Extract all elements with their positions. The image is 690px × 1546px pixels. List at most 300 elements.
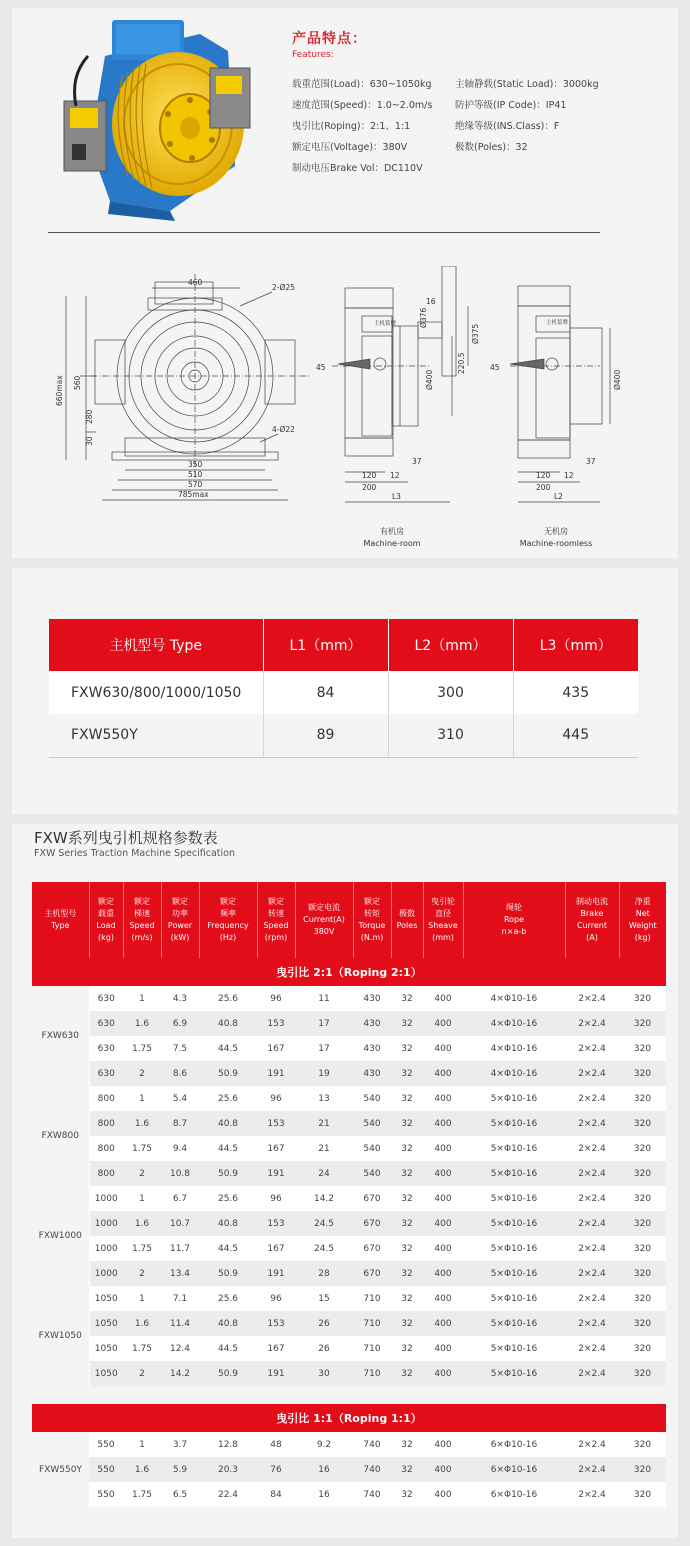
features-panel <box>12 8 678 558</box>
spec-cell: 8.6 <box>161 1061 199 1086</box>
feature-ins-class: 绝缘等级(INS.Class)：F <box>455 121 560 132</box>
table-row <box>32 1311 666 1336</box>
dim-570: 570 <box>188 480 203 489</box>
caption-machine-roomless-cn: 无机房 <box>544 527 568 536</box>
spec-header-cell: 净重 Net Weight (kg) <box>619 882 666 958</box>
spec-cell: 5×Φ10-16 <box>463 1336 565 1361</box>
spec-cell: 30 <box>295 1361 353 1386</box>
spec-cell: 7.5 <box>161 1036 199 1061</box>
table-row <box>49 671 638 714</box>
spec-cell: 670 <box>353 1211 391 1236</box>
spec-cell: 630 <box>89 1011 123 1036</box>
spec-cell: 28 <box>295 1261 353 1286</box>
spec-cell: 1.75 <box>123 1482 161 1507</box>
spec-cell: 6.7 <box>161 1186 199 1211</box>
feature-voltage: 额定电压(Voltage)：380V <box>292 142 408 153</box>
spec-cell: 1.75 <box>123 1236 161 1261</box>
spec-cell: 400 <box>423 1136 463 1161</box>
table-row <box>32 1136 666 1161</box>
table-row <box>32 1036 666 1061</box>
spec-cell: 400 <box>423 1061 463 1086</box>
caption-machine-roomless-en: Machine-roomless <box>519 539 593 548</box>
spec-cell: 153 <box>257 1111 295 1136</box>
spec-cell: 16 <box>295 1482 353 1507</box>
spec-cell: 32 <box>391 1061 423 1086</box>
spec-cell: 5.4 <box>161 1086 199 1111</box>
spec-cell: 710 <box>353 1311 391 1336</box>
spec-cell: 25.6 <box>199 1186 257 1211</box>
spec-cell: 50.9 <box>199 1261 257 1286</box>
spec-cell: 670 <box>353 1236 391 1261</box>
spec-cell: 40.8 <box>199 1211 257 1236</box>
spec-cell: 44.5 <box>199 1136 257 1161</box>
spec-cell: 800 <box>89 1136 123 1161</box>
spec-cell: 5×Φ10-16 <box>463 1211 565 1236</box>
spec-cell: 400 <box>423 1336 463 1361</box>
dim-120-2: 120 <box>536 471 551 480</box>
spec-cell: 1050 <box>89 1361 123 1386</box>
spec-cell: 13 <box>295 1086 353 1111</box>
roping-section-label: 曳引比 2:1（Roping 2:1） <box>32 958 666 986</box>
spec-cell: 15 <box>295 1286 353 1311</box>
spec-cell: 32 <box>391 1286 423 1311</box>
dim-200-2: 200 <box>536 483 551 492</box>
spec-cell: 32 <box>391 1186 423 1211</box>
spec-cell: 32 <box>391 1236 423 1261</box>
spec-cell: 191 <box>257 1261 295 1286</box>
spec-cell: 2×2.4 <box>565 1432 619 1457</box>
spec-cell: 19 <box>295 1061 353 1086</box>
spec-cell: 32 <box>391 986 423 1011</box>
dim-d376: Ø376 <box>419 307 428 328</box>
spec-cell: 320 <box>619 1161 666 1186</box>
feature-static-load: 主轴静载(Static Load)：3000kg <box>455 79 599 90</box>
spec-cell: 32 <box>391 1161 423 1186</box>
spec-cell: 20.3 <box>199 1457 257 1482</box>
spec-cell: 1000 <box>89 1186 123 1211</box>
spec-cell: 1000 <box>89 1211 123 1236</box>
spec-cell: 320 <box>619 1286 666 1311</box>
spec-cell: 4×Φ10-16 <box>463 986 565 1011</box>
spec-cell: 320 <box>619 1361 666 1386</box>
spec-cell: 17 <box>295 1011 353 1036</box>
nameplate-label-2: 主机铭牌 <box>546 320 569 326</box>
spec-cell: 2×2.4 <box>565 1161 619 1186</box>
spec-header-cell: 额定 梯速 Speed (m/s) <box>123 882 161 958</box>
table-row <box>32 1061 666 1086</box>
spec-cell: 400 <box>423 1261 463 1286</box>
spec-cell: 32 <box>391 1311 423 1336</box>
spec-cell: 430 <box>353 1061 391 1086</box>
spec-cell: 1 <box>123 1086 161 1111</box>
spec-cell: 1.6 <box>123 1111 161 1136</box>
spec-cell: 44.5 <box>199 1036 257 1061</box>
spec-cell: 550 <box>89 1457 123 1482</box>
dim-d400-1: Ø400 <box>425 369 434 390</box>
spec-cell: 5×Φ10-16 <box>463 1236 565 1261</box>
spec-cell: 4×Φ10-16 <box>463 1061 565 1086</box>
spec-cell: 320 <box>619 1432 666 1457</box>
spec-cell: 26 <box>295 1311 353 1336</box>
type-length-panel <box>12 568 678 814</box>
spec-cell: 400 <box>423 1236 463 1261</box>
spec-cell: 21 <box>295 1111 353 1136</box>
spec-cell: 9.4 <box>161 1136 199 1161</box>
spec-header-cell: 额定 载重 Load (kg) <box>89 882 123 958</box>
spec-cell: 2×2.4 <box>565 1186 619 1211</box>
dim-660max: 660max <box>55 375 64 406</box>
dim-d400-2: Ø400 <box>613 369 622 390</box>
dim-200-1: 200 <box>362 483 377 492</box>
spec-cell: 5×Φ10-16 <box>463 1161 565 1186</box>
l3-cell: 435 <box>513 671 638 714</box>
dim-37-2: 37 <box>586 457 596 466</box>
caption-machine-room-cn: 有机房 <box>380 527 404 536</box>
spec-cell: 1 <box>123 1432 161 1457</box>
header-l2: L2（mm） <box>388 619 513 671</box>
spec-cell: 1.75 <box>123 1036 161 1061</box>
spec-cell: 6.9 <box>161 1011 199 1036</box>
table-row <box>32 1432 666 1457</box>
spec-cell: 26 <box>295 1336 353 1361</box>
dim-2-d25: 2-Ø25 <box>272 283 295 292</box>
dim-460: 460 <box>188 278 203 287</box>
type-cell: FXW550Y <box>49 714 263 757</box>
spec-cell: 25.6 <box>199 986 257 1011</box>
spec-cell: 400 <box>423 1011 463 1036</box>
spec-cell: 32 <box>391 1136 423 1161</box>
spec-cell: 8.7 <box>161 1111 199 1136</box>
spec-cell: 740 <box>353 1482 391 1507</box>
spec-cell: 5×Φ10-16 <box>463 1136 565 1161</box>
spec-header-cell: 主机型号 Type <box>32 882 89 958</box>
spec-cell: 5×Φ10-16 <box>463 1086 565 1111</box>
spec-cell: 1050 <box>89 1286 123 1311</box>
spec-cell: 32 <box>391 1432 423 1457</box>
spec-cell: 430 <box>353 1036 391 1061</box>
type-length-table <box>49 619 638 758</box>
spec-header-cell: 额定 转矩 Torque (N.m) <box>353 882 391 958</box>
spec-cell: 32 <box>391 1361 423 1386</box>
spec-cell: 1.6 <box>123 1457 161 1482</box>
spec-cell: 1.75 <box>123 1336 161 1361</box>
feature-load: 载重范围(Load)：630~1050kg <box>292 79 432 90</box>
spec-cell: 1050 <box>89 1311 123 1336</box>
dim-510: 510 <box>188 470 203 479</box>
spec-cell: 153 <box>257 1211 295 1236</box>
spec-cell: 50.9 <box>199 1361 257 1386</box>
spec-cell: 84 <box>257 1482 295 1507</box>
spec-cell: 16 <box>295 1457 353 1482</box>
table-row <box>32 1186 666 1211</box>
spec-cell: 96 <box>257 1186 295 1211</box>
spec-header-cell: 制动电流 Brake Current (A) <box>565 882 619 958</box>
spec-cell: 2×2.4 <box>565 1482 619 1507</box>
roping-section-header <box>32 1404 666 1432</box>
spec-cell: 800 <box>89 1086 123 1111</box>
spec-cell: 2×2.4 <box>565 1061 619 1086</box>
spec-cell: 40.8 <box>199 1111 257 1136</box>
table-row <box>32 1011 666 1036</box>
spec-cell: 2 <box>123 1161 161 1186</box>
spec-cell: 400 <box>423 1161 463 1186</box>
spec-cell: 5×Φ10-16 <box>463 1361 565 1386</box>
dim-560: 560 <box>73 375 82 390</box>
spec-cell: 40.8 <box>199 1311 257 1336</box>
spec-cell: 50.9 <box>199 1061 257 1086</box>
spec-cell: 11.4 <box>161 1311 199 1336</box>
spec-cell: 320 <box>619 1086 666 1111</box>
spec-cell: 1000 <box>89 1261 123 1286</box>
spec-cell: 14.2 <box>295 1186 353 1211</box>
spec-cell: 10.7 <box>161 1211 199 1236</box>
spec-cell: 13.4 <box>161 1261 199 1286</box>
spec-cell: 4.3 <box>161 986 199 1011</box>
spec-cell: 320 <box>619 1236 666 1261</box>
spec-header-cell: 曳引轮 直径 Sheave (mm) <box>423 882 463 958</box>
spec-cell: 320 <box>619 1336 666 1361</box>
spec-cell: 1 <box>123 1286 161 1311</box>
spec-cell: 400 <box>423 986 463 1011</box>
spec-header-cell: 额定 转速 Speed (rpm) <box>257 882 295 958</box>
table-row <box>32 1361 666 1386</box>
features-right-list <box>455 76 599 160</box>
spec-cell: 5×Φ10-16 <box>463 1311 565 1336</box>
spec-cell: 2×2.4 <box>565 1311 619 1336</box>
spec-header-cell: 额定 频率 Frequency (Hz) <box>199 882 257 958</box>
model-cell: FXW1050 <box>32 1286 89 1386</box>
spec-cell: 191 <box>257 1061 295 1086</box>
spec-cell: 4×Φ10-16 <box>463 1036 565 1061</box>
spec-cell: 32 <box>391 1036 423 1061</box>
spec-cell: 430 <box>353 1011 391 1036</box>
l3-cell: 445 <box>513 714 638 757</box>
spec-cell: 2×2.4 <box>565 1211 619 1236</box>
spec-cell: 6×Φ10-16 <box>463 1457 565 1482</box>
divider <box>48 232 600 233</box>
model-cell: FXW1000 <box>32 1186 89 1286</box>
spec-cell: 167 <box>257 1136 295 1161</box>
spec-cell: 96 <box>257 986 295 1011</box>
spec-cell: 630 <box>89 1061 123 1086</box>
spec-cell: 191 <box>257 1361 295 1386</box>
spec-cell: 2 <box>123 1061 161 1086</box>
spec-cell: 320 <box>619 1061 666 1086</box>
spec-cell: 2×2.4 <box>565 1236 619 1261</box>
spec-cell: 96 <box>257 1286 295 1311</box>
spec-cell: 800 <box>89 1111 123 1136</box>
spec-cell: 14.2 <box>161 1361 199 1386</box>
spec-header-cell: 极数 Poles <box>391 882 423 958</box>
caption-machine-room-en: Machine-room <box>363 539 421 548</box>
spec-cell: 800 <box>89 1161 123 1186</box>
spec-cell: 320 <box>619 1036 666 1061</box>
table-row <box>32 1336 666 1361</box>
spec-cell: 1 <box>123 1186 161 1211</box>
spec-cell: 320 <box>619 1482 666 1507</box>
spec-cell: 32 <box>391 1336 423 1361</box>
spec-cell: 2×2.4 <box>565 1036 619 1061</box>
model-cell: FXW550Y <box>32 1432 89 1507</box>
spec-cell: 400 <box>423 1482 463 1507</box>
spec-cell: 76 <box>257 1457 295 1482</box>
table-row <box>49 714 638 757</box>
dim-120-1: 120 <box>362 471 377 480</box>
spec-cell: 2×2.4 <box>565 1011 619 1036</box>
spec-cell: 153 <box>257 1011 295 1036</box>
spec-cell: 32 <box>391 1011 423 1036</box>
spec-cell: 6.5 <box>161 1482 199 1507</box>
spec-panel-roping-1-1 <box>12 1396 678 1538</box>
spec-cell: 10.8 <box>161 1161 199 1186</box>
feature-roping: 曳引比(Roping)：2:1、1:1 <box>292 121 411 132</box>
type-cell: FXW630/800/1000/1050 <box>49 671 263 714</box>
spec-cell: 320 <box>619 1186 666 1211</box>
spec-cell: 5×Φ10-16 <box>463 1111 565 1136</box>
spec-cell: 670 <box>353 1186 391 1211</box>
spec-cell: 1000 <box>89 1236 123 1261</box>
table-row <box>32 1482 666 1507</box>
spec-cell: 320 <box>619 1457 666 1482</box>
roping-section-label: 曳引比 1:1（Roping 1:1） <box>32 1404 666 1432</box>
spec-header-cell: 额定电流 Current(A) 380V <box>295 882 353 958</box>
dim-12-2: 12 <box>564 471 574 480</box>
l1-cell: 84 <box>263 671 388 714</box>
spec-cell: 5.9 <box>161 1457 199 1482</box>
spec-cell: 17 <box>295 1036 353 1061</box>
spec-cell: 3.7 <box>161 1432 199 1457</box>
spec-cell: 5×Φ10-16 <box>463 1286 565 1311</box>
spec-cell: 5×Φ10-16 <box>463 1186 565 1211</box>
spec-cell: 2×2.4 <box>565 1336 619 1361</box>
dimension-drawings <box>40 266 660 556</box>
spec-cell: 24.5 <box>295 1236 353 1261</box>
spec-cell: 2×2.4 <box>565 986 619 1011</box>
spec-cell: 710 <box>353 1286 391 1311</box>
spec-header-cell: 绳轮 Rope n×a-b <box>463 882 565 958</box>
nameplate-label-1: 主机铭牌 <box>374 321 397 327</box>
spec-cell: 1.6 <box>123 1211 161 1236</box>
spec-cell: 430 <box>353 986 391 1011</box>
spec-cell: 2×2.4 <box>565 1111 619 1136</box>
features-title: 产品特点： <box>292 31 367 47</box>
header-l3: L3（mm） <box>513 619 638 671</box>
feature-ip-code: 防护等级(IP Code)：IP41 <box>455 100 567 111</box>
spec-cell: 32 <box>391 1086 423 1111</box>
traction-machine-photo <box>50 16 260 221</box>
spec-cell: 400 <box>423 1186 463 1211</box>
spec-cell: 1.6 <box>123 1011 161 1036</box>
dim-45-1: 45 <box>316 363 326 372</box>
spec-cell: 400 <box>423 1036 463 1061</box>
spec-cell: 11.7 <box>161 1236 199 1261</box>
table-row <box>32 1457 666 1482</box>
spec-cell: 50.9 <box>199 1161 257 1186</box>
spec-cell: 32 <box>391 1482 423 1507</box>
table-row <box>32 1211 666 1236</box>
dim-220-5: 220.5 <box>457 352 466 374</box>
spec-cell: 1.75 <box>123 1136 161 1161</box>
spec-cell: 167 <box>257 1336 295 1361</box>
spec-cell: 2×2.4 <box>565 1261 619 1286</box>
table-row <box>32 1111 666 1136</box>
spec-cell: 12.4 <box>161 1336 199 1361</box>
spec-cell: 2×2.4 <box>565 1136 619 1161</box>
spec-title: FXW系列曳引机规格参数表 <box>34 829 218 847</box>
spec-cell: 630 <box>89 986 123 1011</box>
spec-cell: 24 <box>295 1161 353 1186</box>
spec-cell: 400 <box>423 1111 463 1136</box>
spec-cell: 24.5 <box>295 1211 353 1236</box>
spec-cell: 9.2 <box>295 1432 353 1457</box>
feature-poles: 极数(Poles)：32 <box>455 142 528 153</box>
dim-12-1: 12 <box>390 471 400 480</box>
spec-cell: 48 <box>257 1432 295 1457</box>
model-cell: FXW630 <box>32 986 89 1086</box>
spec-cell: 540 <box>353 1111 391 1136</box>
spec-cell: 11 <box>295 986 353 1011</box>
features-subtitle: Features: <box>292 50 334 60</box>
spec-cell: 630 <box>89 1036 123 1061</box>
table-row <box>32 986 666 1011</box>
roping-section-header <box>32 958 666 986</box>
spec-cell: 2 <box>123 1361 161 1386</box>
spec-cell: 740 <box>353 1432 391 1457</box>
spec-cell: 191 <box>257 1161 295 1186</box>
spec-cell: 320 <box>619 1011 666 1036</box>
spec-cell: 540 <box>353 1161 391 1186</box>
table-row <box>32 1086 666 1111</box>
spec-cell: 400 <box>423 1361 463 1386</box>
dim-L3: L3 <box>392 492 401 501</box>
dim-785max: 785max <box>178 490 209 499</box>
spec-cell: 400 <box>423 1286 463 1311</box>
spec-table-roping-1-1 <box>32 1404 666 1507</box>
spec-cell: 320 <box>619 986 666 1011</box>
spec-cell: 710 <box>353 1361 391 1386</box>
spec-cell: 2 <box>123 1261 161 1286</box>
spec-cell: 550 <box>89 1482 123 1507</box>
l2-cell: 300 <box>388 671 513 714</box>
spec-cell: 400 <box>423 1457 463 1482</box>
table-row <box>32 1236 666 1261</box>
spec-cell: 4×Φ10-16 <box>463 1011 565 1036</box>
table-row <box>32 1261 666 1286</box>
spec-subtitle: FXW Series Traction Machine Specification <box>34 848 235 859</box>
spec-cell: 167 <box>257 1036 295 1061</box>
spec-cell: 400 <box>423 1432 463 1457</box>
spec-cell: 320 <box>619 1261 666 1286</box>
dim-37-1: 37 <box>412 457 422 466</box>
table-row <box>32 1286 666 1311</box>
spec-cell: 1050 <box>89 1336 123 1361</box>
l1-cell: 89 <box>263 714 388 757</box>
header-l1: L1（mm） <box>263 619 388 671</box>
spec-cell: 7.1 <box>161 1286 199 1311</box>
l2-cell: 310 <box>388 714 513 757</box>
spec-cell: 153 <box>257 1311 295 1336</box>
spec-cell: 2×2.4 <box>565 1457 619 1482</box>
dim-30: 30 <box>85 436 94 446</box>
spec-cell: 1.6 <box>123 1311 161 1336</box>
spec-cell: 6×Φ10-16 <box>463 1482 565 1507</box>
spec-cell: 25.6 <box>199 1086 257 1111</box>
spec-header-cell: 额定 功率 Power (kW) <box>161 882 199 958</box>
spec-cell: 2×2.4 <box>565 1086 619 1111</box>
spec-cell: 710 <box>353 1336 391 1361</box>
dim-L2: L2 <box>554 492 563 501</box>
spec-cell: 400 <box>423 1211 463 1236</box>
